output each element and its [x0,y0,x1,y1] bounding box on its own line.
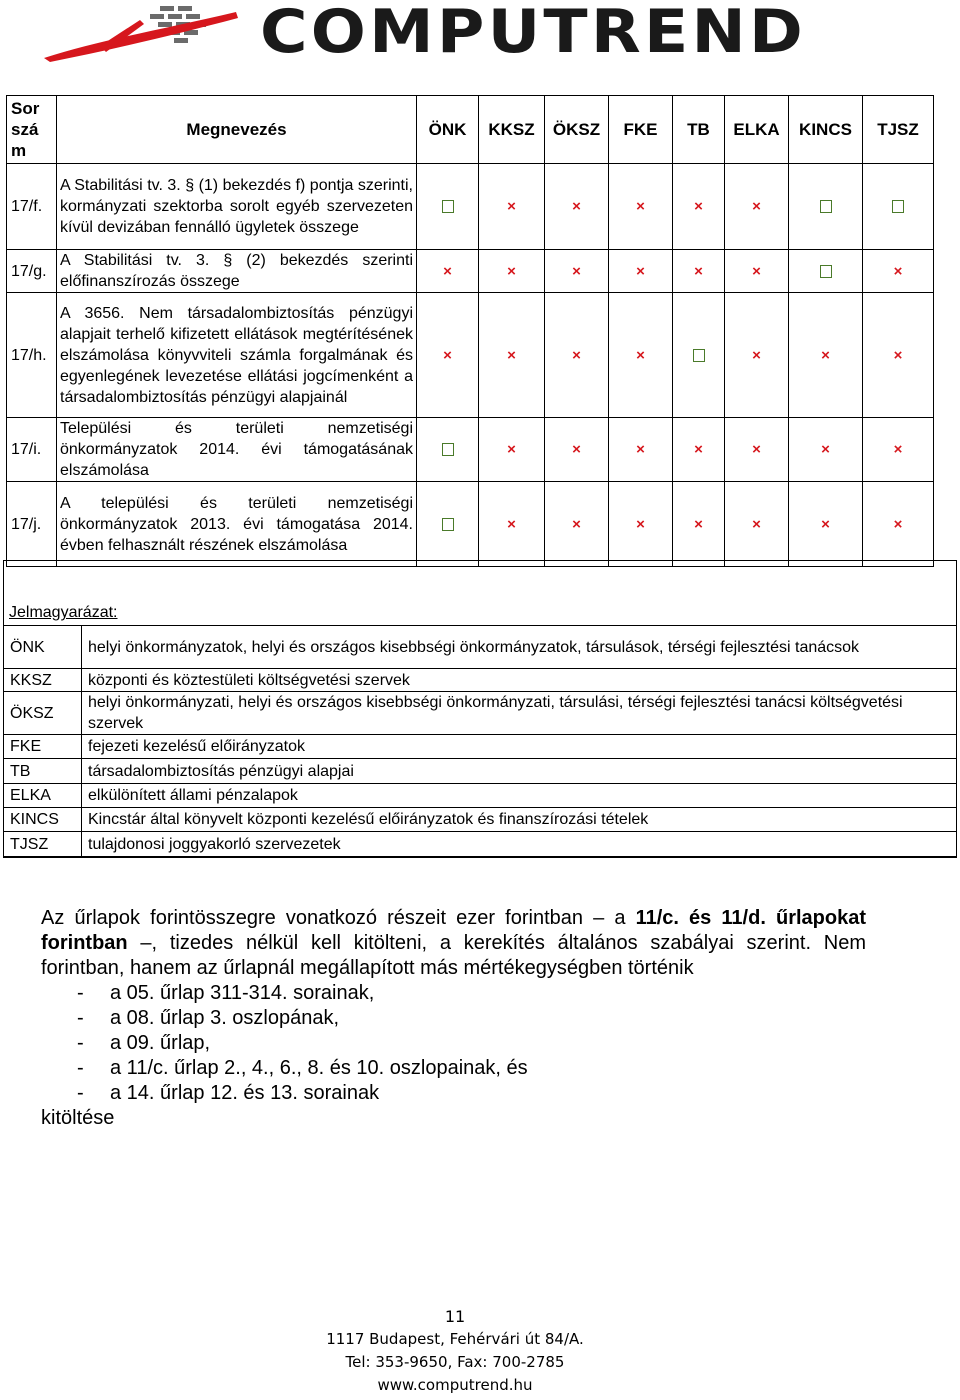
legend-row [4,692,957,735]
cross-icon: × [752,515,761,533]
cell-elka [725,482,789,567]
cell-tb [673,482,725,567]
note-list-item: - a 09. űrlap, [77,1031,866,1056]
note-paragraph: Az űrlapok forintösszegre vonatkozó részeit ezer forintban – a 11/c. és 11/d. űrlapokat forintban –, tizedes nélkül kell kitölteni, a kerekítés általános szabályai szerint. Nem forintban, hanem az űrlapnál megállapított más mértékegységben történik [41,907,866,979]
cross-icon: × [752,346,761,364]
col-header-sorszam: Sor szá m [7,96,57,164]
checkbox-empty-icon [442,200,454,213]
legend-desc: helyi önkormányzatok, helyi és országos kisebbségi önkormányzatok, társulások, térségi fejlesztési tanácsok [82,626,957,669]
legend-abbr: FKE [4,735,82,759]
note-list-item: - a 11/c. űrlap 2., 4., 6., 8. és 10. oszlopainak, és [77,1056,866,1081]
checkbox-empty-icon [820,265,832,278]
cross-icon: × [752,198,761,215]
cell-tb [673,418,725,482]
cross-icon: × [893,262,903,280]
col-header-kincs: KINCS [789,96,863,164]
cell-tjsz [863,164,934,250]
col-header-tb: TB [673,96,725,164]
legend-row [4,808,957,832]
checkbox-empty-icon [820,200,832,213]
cell-fke [609,250,673,293]
page-footer [0,1305,910,1397]
cell-kincs [789,293,863,418]
page-number: 11 [444,1307,466,1326]
table-row [7,482,934,567]
cross-icon: × [507,346,516,364]
cell-onk [417,250,479,293]
legend-abbr: ELKA [4,784,82,808]
note-list [41,981,866,1106]
cell-onk [417,482,479,567]
cross-icon: × [694,198,703,215]
cell-fke [609,482,673,567]
legend-desc: elkülönített állami pénzalapok [82,784,957,808]
cross-icon: × [752,441,761,458]
table-body [7,164,934,567]
cell-fke [609,164,673,250]
logo-swoosh-icon [40,0,240,66]
cell-onk [417,164,479,250]
col-header-elka: ELKA [725,96,789,164]
cell-oksz [545,250,609,293]
col-header-onk: ÖNK [417,96,479,164]
cell-fke [609,293,673,418]
cross-icon: × [443,346,452,364]
legend-row [4,784,957,808]
cell-tjsz [863,293,934,418]
table-row [7,293,934,418]
cell-elka [725,164,789,250]
note-list-item: - a 08. űrlap 3. oszlopának, [77,1006,866,1031]
cross-icon: × [507,515,516,533]
cross-icon: × [893,346,903,364]
row-description: A Stabilitási tv. 3. § (1) bekezdés f) pontja szerinti, kormányzati szektorba sorolt egyéb szervezeten kívül devizában fennálló ügyletek összege [57,164,417,250]
cell-kksz [479,250,545,293]
cell-oksz [545,418,609,482]
col-header-megnevezes: Megnevezés [57,96,417,164]
cross-icon: × [572,346,581,364]
cell-kincs [789,164,863,250]
checkbox-empty-icon [442,518,454,531]
footer-phone: Tel: 353-9650, Fax: 700-2785 [345,1353,565,1371]
cell-tjsz [863,250,934,293]
cell-elka [725,418,789,482]
legend-abbr: KKSZ [4,669,82,692]
cell-kksz [479,293,545,418]
instruction-note [41,906,866,1131]
table-row [7,250,934,293]
row-description: A települési és területi nemzetiségi önkormányzatok 2013. évi támogatása 2014. évben felhasznált részének elszámolása [57,482,417,567]
cell-oksz [545,164,609,250]
cross-icon: × [752,262,761,280]
legend-desc: fejezeti kezelésű előirányzatok [82,735,957,759]
col-header-oksz: ÖKSZ [545,96,609,164]
legend-desc: központi és köztestületi költségvetési szervek [82,669,957,692]
col-header-tjsz: TJSZ [863,96,934,164]
note-end: kitöltése [41,1107,115,1129]
cross-icon: × [821,346,830,364]
legend-title: Jelmagyarázat: [9,604,118,621]
legend-abbr: ÖNK [4,626,82,669]
cell-kksz [479,418,545,482]
cross-icon: × [572,515,581,533]
legend-row [4,735,957,759]
legend-table [3,625,957,857]
legend-row [4,832,957,857]
row-number: 17/i. [7,418,57,482]
cross-icon: × [636,198,645,215]
cell-kincs [789,250,863,293]
cross-icon: × [694,262,703,280]
cross-icon: × [694,515,703,533]
company-logo [40,0,870,66]
footer-website[interactable]: www.computrend.hu [377,1376,533,1394]
cell-elka [725,250,789,293]
cell-kincs [789,482,863,567]
cross-icon: × [443,262,452,280]
cross-icon: × [694,441,703,458]
legend-abbr: TJSZ [4,832,82,857]
row-description: A 3656. Nem társadalombiztosítás pénzügyi alapjait terhelő kifizetett ellátások megtérítésének elszámolása könyvviteli számla forgalmának és egyenlegének levezetése ellátási jogcímenként a társadalombiztosítás pénzügyi alapjainál [57,293,417,418]
col-header-fke: FKE [609,96,673,164]
legend-desc: tulajdonosi joggyakorló szervezetek [82,832,957,857]
cell-fke [609,418,673,482]
row-number: 17/g. [7,250,57,293]
col-header-kksz: KKSZ [479,96,545,164]
legend-abbr: KINCS [4,808,82,832]
legend-row [4,626,957,669]
cell-onk [417,418,479,482]
table-row [7,418,934,482]
legend-row [4,669,957,692]
cell-tjsz [863,482,934,567]
legend-row [4,759,957,784]
row-number: 17/h. [7,293,57,418]
note-list-item: - a 05. űrlap 311-314. sorainak, [77,981,866,1006]
cross-icon: × [636,262,645,280]
row-number: 17/j. [7,482,57,567]
row-description: A Stabilitási tv. 3. § (2) bekezdés szerinti előfinanszírozás összege [57,250,417,293]
cross-icon: × [572,441,581,458]
legend-abbr: ÖKSZ [4,692,82,735]
cross-icon: × [572,262,581,280]
row-number: 17/f. [7,164,57,250]
checkbox-empty-icon [442,443,454,456]
cell-tb [673,250,725,293]
legend-desc: Kincstár által könyvelt központi kezelésű előirányzatok és finanszírozási tételek [82,808,957,832]
cross-icon: × [636,441,645,458]
cell-kksz [479,164,545,250]
logo-wordmark: COMPUTREND [260,0,807,67]
form-availability-table [6,95,934,567]
note-list-item: - a 14. űrlap 12. és 13. sorainak [77,1081,866,1106]
cross-icon: × [636,346,645,364]
cross-icon: × [507,262,516,280]
checkbox-empty-icon [892,200,904,213]
cross-icon: × [893,515,903,533]
cell-elka [725,293,789,418]
cell-tb [673,293,725,418]
cross-icon: × [572,198,581,215]
footer-address: 1117 Budapest, Fehérvári út 84/A. [326,1330,584,1348]
cross-icon: × [507,198,516,215]
table-row [7,164,934,250]
legend-abbr: TB [4,759,82,784]
cell-onk [417,293,479,418]
cell-kksz [479,482,545,567]
cross-icon: × [893,441,903,458]
cell-oksz [545,482,609,567]
legend-desc: társadalombiztosítás pénzügyi alapjai [82,759,957,784]
cross-icon: × [821,441,830,458]
legend-desc: helyi önkormányzati, helyi és országos kisebbségi önkormányzati, társulási, térségi fejlesztési tanácsi költségvetési szervek [82,692,957,735]
cell-tb [673,164,725,250]
table-header-row [7,96,934,164]
cell-oksz [545,293,609,418]
cell-tjsz [863,418,934,482]
checkbox-empty-icon [693,349,705,362]
row-description: Települési és területi nemzetiségi önkormányzatok 2014. évi támogatásának elszámolása [57,418,417,482]
cell-kincs [789,418,863,482]
cross-icon: × [636,515,645,533]
cross-icon: × [507,441,516,458]
cross-icon: × [821,515,830,533]
